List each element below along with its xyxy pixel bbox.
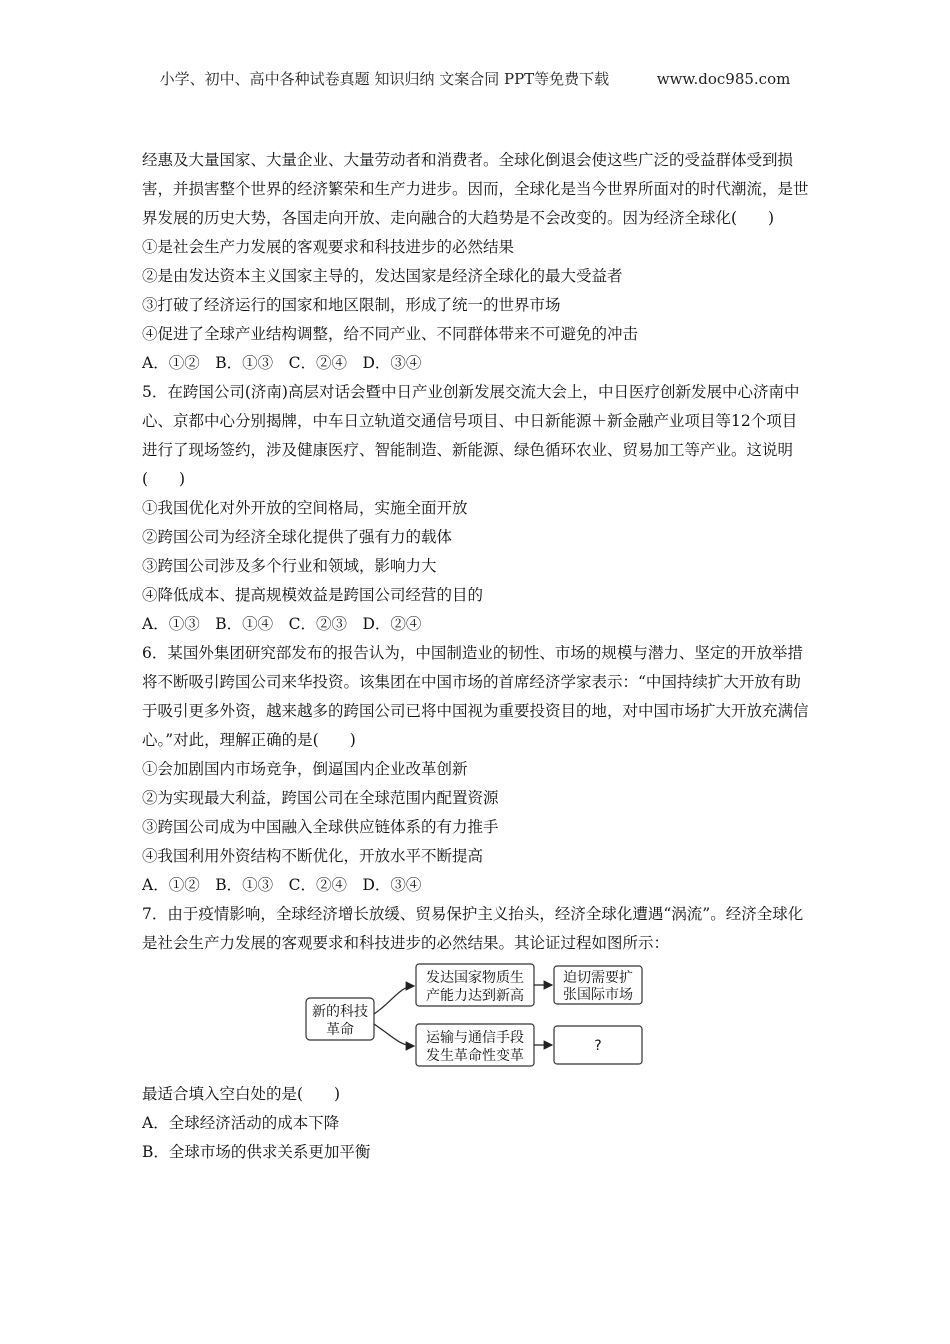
choice-item: ①会加剧国内市场竞争，倒逼国内企业改革创新	[142, 760, 468, 778]
blank-question-mark: ?	[594, 1038, 602, 1054]
question-stem: 7．由于疫情影响，全球经济增长放缓、贸易保护主义抬头，经济全球化遭遇“涡流”。经济全球化是社会生产力发展的客观要求和科技进步的必然结果。其论证过程如图所示：	[142, 905, 804, 952]
choice-item: ②是由发达资本主义国家主导的，发达国家是经济全球化的最大受益者	[142, 267, 623, 285]
flow-diagram-svg	[142, 962, 810, 1072]
page-header	[0, 68, 950, 89]
choice-item: ④降低成本、提高规模效益是跨国公司经营的目的	[142, 586, 484, 604]
bottom-middle-line-2: 发生革命性变革	[426, 1048, 524, 1064]
answer-option: B．全球市场的供求关系更加平衡	[142, 1143, 371, 1161]
choice-item: ①我国优化对外开放的空间格局，实施全面开放	[142, 499, 468, 517]
question-4	[142, 146, 810, 378]
header-url: www.doc985.com	[656, 70, 791, 88]
choice-item: ③打破了经济运行的国家和地区限制，形成了统一的世界市场	[142, 296, 561, 314]
choice-item: ③跨国公司涉及多个行业和领域，影响力大	[142, 557, 437, 575]
question-5	[142, 378, 810, 639]
argument-flow-diagram	[142, 962, 810, 1072]
question-stem: 5．在跨国公司(济南)高层对话会暨中日产业创新发展交流大会上，中日医疗创新发展中心济南中心、京都中心分别揭牌，中车日立轨道交通信号项目、中日新能源＋新金融产业项目等12个项目进行了现场签约，涉及健康医疗、智能制造、新能源、绿色循环农业、贸易加工等产业。这说明( )	[142, 383, 800, 488]
root-line-1: 新的科技	[312, 1004, 368, 1020]
question-stem: 经惠及大量国家、大量企业、大量劳动者和消费者。全球化倒退会使这些广泛的受益群体受到损害，并损害整个世界的经济繁荣和生产力进步。因而，全球化是当今世界所面对的时代潮流，是世界发展的历史大势，各国走向开放、走向融合的大趋势是不会改变的。因为经济全球化( )	[142, 151, 809, 227]
choice-item: ④促进了全球产业结构调整，给不同产业、不同群体带来不可避免的冲击	[142, 325, 639, 343]
arrow-root-to-bottom	[374, 1024, 414, 1046]
answer-options: A．①② B．①③ C．②④ D．③④	[142, 876, 422, 894]
top-middle-line-2: 产能力达到新高	[426, 988, 524, 1004]
choice-item: ②跨国公司为经济全球化提供了强有力的载体	[142, 528, 453, 546]
top-right-line-1: 迫切需要扩	[563, 970, 633, 986]
question-6	[142, 639, 810, 900]
choice-item: ④我国利用外资结构不断优化，开放水平不断提高	[142, 847, 484, 865]
header-ad-text: 小学、初中、高中各种试卷真题 知识归纳 文案合同 PPT等免费下载	[159, 70, 610, 88]
question-stem: 6．某国外集团研究部发布的报告认为，中国制造业的韧性、市场的规模与潜力、坚定的开放举措将不断吸引跨国公司来华投资。该集团在中国市场的首席经济学家表示：“中国持续扩大开放有助于吸引更多外资，越来越多的跨国公司已将中国视为重要投资目的地，对中国市场扩大开放充满信心。”对此，理解正确的是( )	[142, 644, 809, 749]
bottom-middle-line-1: 运输与通信手段	[426, 1030, 524, 1046]
answer-options: A．①② B．①③ C．②④ D．③④	[142, 354, 422, 372]
top-middle-line-1: 发达国家物质生	[426, 970, 524, 986]
document-body	[142, 146, 810, 1167]
root-line-2: 革命	[326, 1022, 354, 1038]
choice-item: ①是社会生产力发展的客观要求和科技进步的必然结果	[142, 238, 515, 256]
top-right-line-2: 张国际市场	[563, 987, 633, 1003]
answer-option: A．全球经济活动的成本下降	[142, 1114, 340, 1132]
arrow-root-to-top	[374, 986, 414, 1014]
choice-item: ③跨国公司成为中国融入全球供应链体系的有力推手	[142, 818, 499, 836]
question-7	[142, 900, 810, 1167]
question-prompt: 最适合填入空白处的是( )	[142, 1085, 341, 1103]
choice-item: ②为实现最大利益，跨国公司在全球范围内配置资源	[142, 789, 499, 807]
answer-options: A．①③ B．①④ C．②③ D．②④	[142, 615, 422, 633]
